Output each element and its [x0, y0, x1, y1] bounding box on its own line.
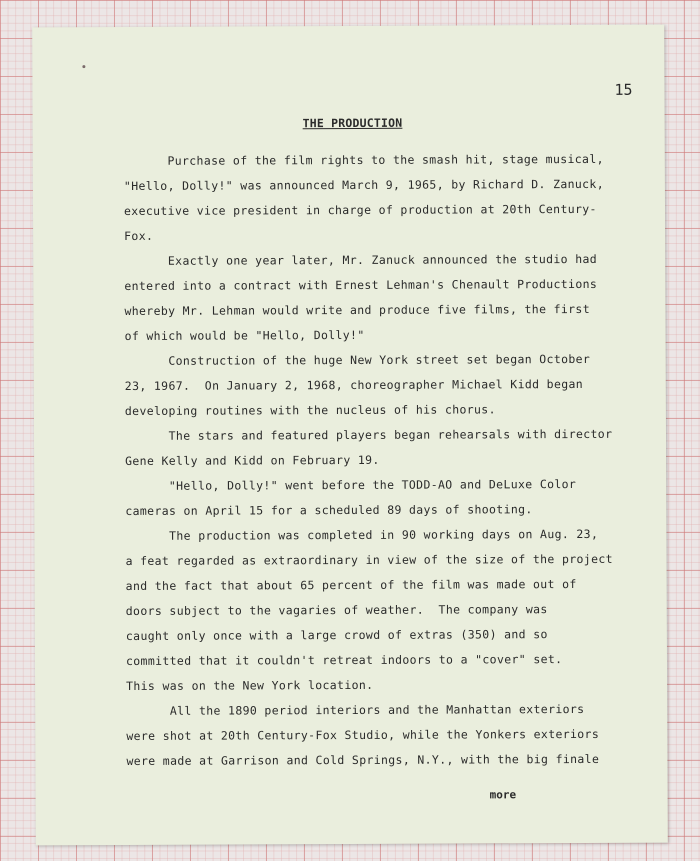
text-line: whereby Mr. Lehman would write and produce five films, the first	[124, 301, 590, 318]
text-line: "Hello, Dolly!" went before the TODD-AO and DeLuxe Color	[125, 477, 577, 493]
text-line: developing routines with the nucleus of his chorus.	[124, 402, 496, 418]
text-line: This was on the New York location.	[126, 677, 374, 693]
text-line: cameras on April 15 for a scheduled 89 days of shooting.	[125, 502, 533, 518]
text-line: Exactly one year later, Mr. Zanuck announced the studio had	[124, 251, 598, 268]
continuation-note: more	[489, 788, 517, 802]
text-line: Gene Kelly and Kidd on February 19.	[125, 452, 380, 468]
text-line: caught only once with a large crowd of extras (350) and so	[125, 627, 548, 643]
text-line: The production was completed in 90 working days on Aug. 23,	[125, 526, 599, 543]
text-line: Construction of the huge New York street set began October	[124, 351, 591, 368]
page-number: 15	[614, 80, 633, 99]
text-line: a feat regarded as extraordinary in view of the size of the project	[125, 551, 613, 568]
text-line: committed that it couldn't retreat indoors to a "cover" set.	[125, 652, 563, 668]
text-line: executive vice president in charge of production at 20th Century-	[123, 201, 597, 218]
text-line: Fox.	[124, 228, 154, 243]
text-line: The stars and featured players began rehearsals with director	[124, 426, 613, 443]
paper-speck	[82, 65, 85, 68]
text-line: Purchase of the film rights to the smash hit, stage musical,	[123, 151, 604, 168]
typewritten-page	[32, 25, 668, 846]
text-line: "Hello, Dolly!" was announced March 9, 1965, by Richard D. Zanuck,	[123, 176, 604, 193]
text-line: doors subject to the vagaries of weather. The company was	[125, 602, 548, 618]
text-line: of which would be "Hello, Dolly!"	[124, 327, 365, 343]
text-line: were made at Garrison and Cold Springs, N.Y., with the big finale	[126, 751, 600, 768]
page-title: THE PRODUCTION	[302, 115, 403, 131]
text-line: All the 1890 period interiors and the Manhattan exteriors	[126, 701, 585, 718]
text-line: were shot at 20th Century-Fox Studio, while the Yonkers exteriors	[126, 726, 600, 743]
text-line: 23, 1967. On January 2, 1968, choreographer Michael Kidd began	[124, 376, 584, 393]
text-line: entered into a contract with Ernest Lehman's Chenault Productions	[124, 276, 598, 293]
text-line: and the fact that about 65 percent of the film was made out of	[125, 577, 577, 593]
